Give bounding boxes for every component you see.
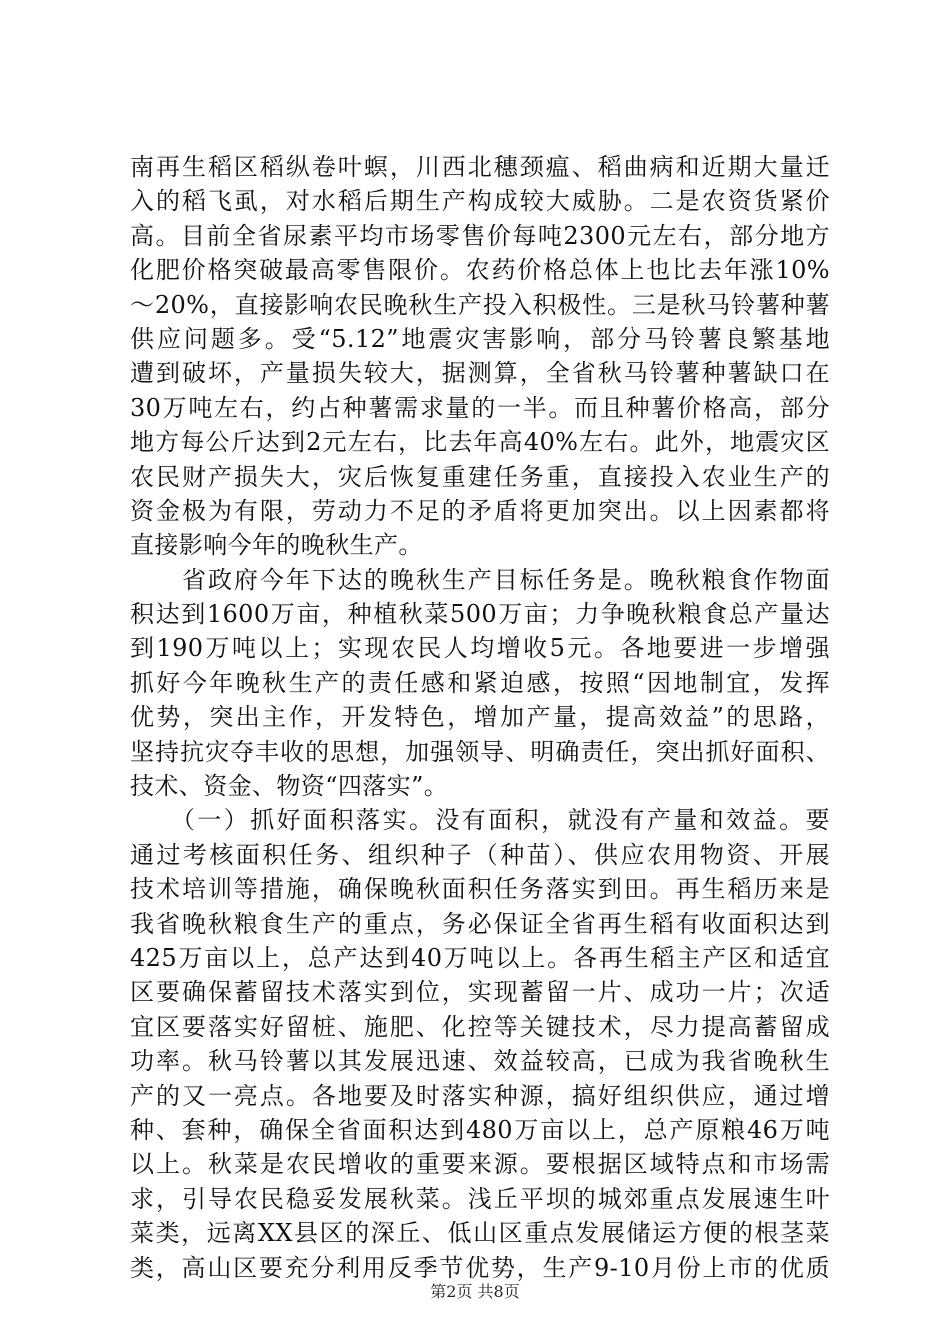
text-line: 优势，突出主作，开发特色，增加产量，提高效益”的思路，	[130, 703, 830, 732]
text-line: 宜区要落实好留桩、施肥、化控等关键技术，尽力提高蓄留成	[130, 1012, 830, 1041]
text-line: 到190万吨以上；实现农民人均增收5元。各地要进一步增强	[130, 634, 830, 663]
text-line: 种、套种，确保全省面积达到480万亩以上，总产原粮46万吨	[130, 1115, 830, 1144]
text-line: 我省晚秋粮食生产的重点，务必保证全省再生稻有收面积达到	[130, 909, 830, 938]
text-line: 以上。秋菜是农民增收的重要来源。要根据区域特点和市场需	[130, 1150, 830, 1179]
text-line: 高。目前全省尿素平均市场零售价每吨2300元左右，部分地方	[130, 221, 830, 250]
text-line: 功率。秋马铃薯以其发展迅速、效益较高，已成为我省晚秋生	[130, 1047, 830, 1076]
text-line: 入的稻飞虱，对水稻后期生产构成较大威胁。二是农资货紧价	[130, 187, 830, 216]
text-line: 类，高山区要充分利用反季节优势，生产9-10月份上市的优质	[130, 1253, 830, 1282]
text-line: 30万吨左右，约占种薯需求量的一半。而且种薯价格高，部分	[130, 393, 830, 422]
text-line: 地方每公斤达到2元左右，比去年高40%左右。此外，地震灾区	[130, 428, 830, 457]
text-line: 通过考核面积任务、组织种子（种苗）、供应农用物资、开展	[130, 840, 830, 869]
text-line: 遭到破坏，产量损失较大，据测算，全省秋马铃薯种薯缺口在	[130, 359, 830, 388]
document-body	[130, 150, 830, 1285]
page-footer: 第2页 共8页	[430, 1282, 520, 1301]
text-line: 化肥价格突破最高零售限价。农药价格总体上也比去年涨10%	[130, 256, 830, 285]
text-line: 南再生稻区稻纵卷叶螟，川西北穗颈瘟、稻曲病和近期大量迁	[130, 153, 830, 181]
text-line: 积达到1600万亩，种植秋菜500万亩；力争晚秋粮食总产量达	[130, 600, 830, 629]
text-line: 产的又一亮点。各地要及时落实种源，搞好组织供应，通过增	[130, 1081, 830, 1110]
text-line: 求，引导农民稳妥发展秋菜。浅丘平坝的城郊重点发展速生叶	[130, 1184, 830, 1213]
text-line: 农民财产损失大，灾后恢复重建任务重，直接投入农业生产的	[130, 462, 830, 491]
text-line: 坚持抗灾夺丰收的思想，加强领导、明确责任，突出抓好面积、	[130, 737, 830, 766]
text-line: 技术、资金、物资“四落实”。	[130, 772, 449, 801]
text-line: 省政府今年下达的晚秋生产目标任务是。晚秋粮食作物面	[130, 565, 830, 594]
text-line: 抓好今年晚秋生产的责任感和紧迫感，按照“因地制宜，发挥	[130, 668, 830, 697]
text-line: 425万亩以上，总产达到40万吨以上。各再生稻主产区和适宜	[130, 943, 830, 972]
text-line: 资金极为有限，劳动力不足的矛盾将更加突出。以上因素都将	[130, 496, 830, 525]
text-line: 菜类，远离XX县区的深丘、低山区重点发展储运方便的根茎菜	[130, 1219, 830, 1248]
text-line: ～20%，直接影响农民晚秋生产投入积极性。三是秋马铃薯种薯	[130, 290, 830, 319]
text-line: 技术培训等措施，确保晚秋面积任务落实到田。再生稻历来是	[130, 875, 830, 904]
text-line: 直接影响今年的晚秋生产。	[130, 531, 423, 560]
text-line: （一）抓好面积落实。没有面积，就没有产量和效益。要	[130, 806, 830, 835]
text-line: 供应问题多。受“5.12”地震灾害影响，部分马铃薯良繁基地	[130, 324, 830, 353]
text-line: 区要确保蓄留技术落实到位，实现蓄留一片、成功一片；次适	[130, 978, 830, 1007]
